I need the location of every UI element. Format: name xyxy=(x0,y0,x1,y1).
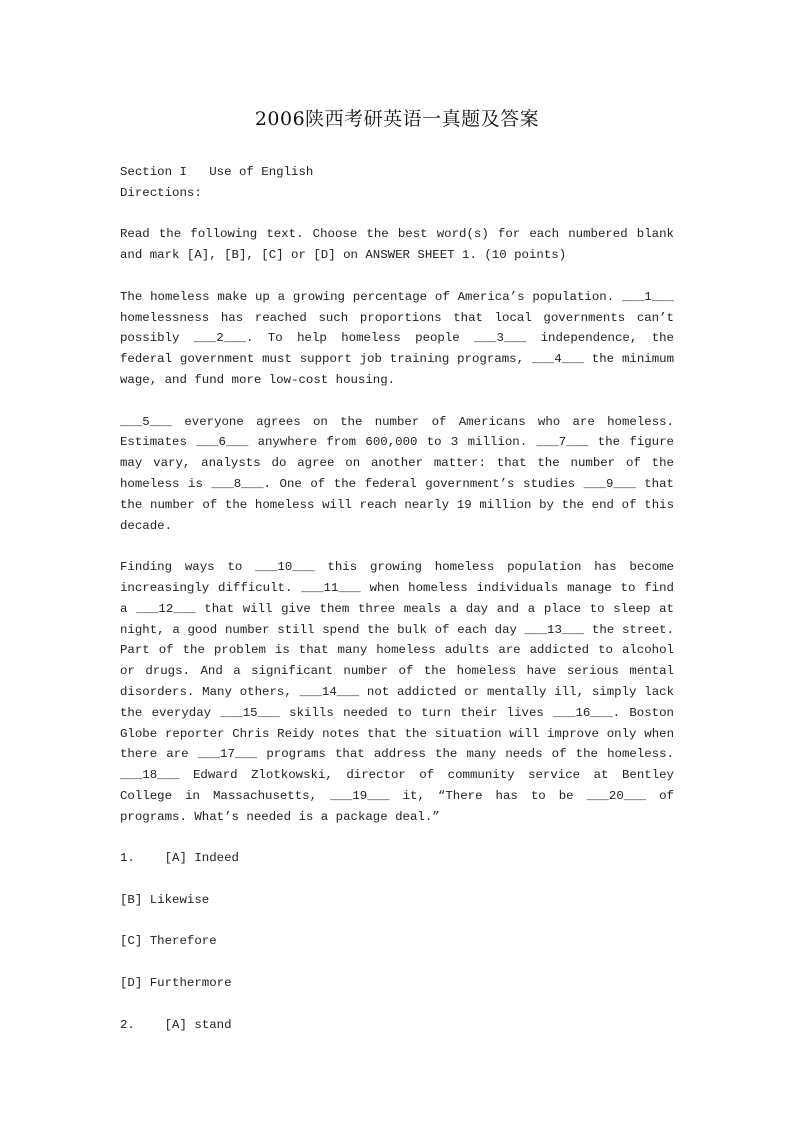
passage-paragraph-1: The homeless make up a growing percentage of America’s population. ___1___ homelessness has reached such proportions that local governments can’t possibly ___2___. To help homeless people ___3___ independence, the federal government must support job training programs, ___4___ the minimum wage, and fund more low-cost housing. xyxy=(120,289,674,387)
section-heading: Section I Use of English xyxy=(120,165,314,179)
passage-paragraph-2: ___5___ everyone agrees on the number of Americans who are homeless. Estimates ___6___ anywhere from 600,000 to 3 million. ___7___ the figure may vary, analysts do agree on another matter: that the number of the homeless is ___8___. One of the federal government’s studies ___9___ that the number of the homeless will reach nearly 19 million by the end of this decade. xyxy=(120,414,674,533)
document-body xyxy=(120,162,674,1035)
answer-option: [B] Likewise xyxy=(120,892,210,907)
answer-option: [C] Therefore xyxy=(120,934,217,949)
answer-option: 1. [A] Indeed xyxy=(120,851,239,866)
page-title: 2006陕西考研英语一真题及答案 xyxy=(254,108,540,130)
answer-option: [D] Furthermore xyxy=(120,976,232,991)
directions-label: Directions: xyxy=(120,185,202,200)
answer-option: 2. [A] stand xyxy=(120,1017,232,1032)
instructions-paragraph: Read the following text. Choose the best word(s) for each numbered blank and mark [A], [B], [C] or [D] on ANSWER SHEET 1. (10 points) xyxy=(120,227,674,263)
passage-paragraph-3: Finding ways to ___10___ this growing homeless population has become increasingly difficult. ___11___ when homeless individuals manage to find a ___12___ that will give them three meals a day and a place to sleep at night, a good number still spend the bulk of each day ___13___ the street. Part of the problem is that many homeless adults are addicted to alcohol or drugs. And a significant number of the homeless have serious mental disorders. Many others, ___14___ not addicted or mentally ill, simply lack the everyday ___15___ skills needed to turn their lives ___16___. Boston Globe reporter Chris Reidy notes that the situation will improve only when there are ___17___ programs that address the many needs of the homeless. ___18___ Edward Zlotkowski, director of community service at Bentley College in Massachusetts, ___19___ it, “There has to be ___20___ of programs. What’s needed is a package deal.” xyxy=(120,560,674,824)
